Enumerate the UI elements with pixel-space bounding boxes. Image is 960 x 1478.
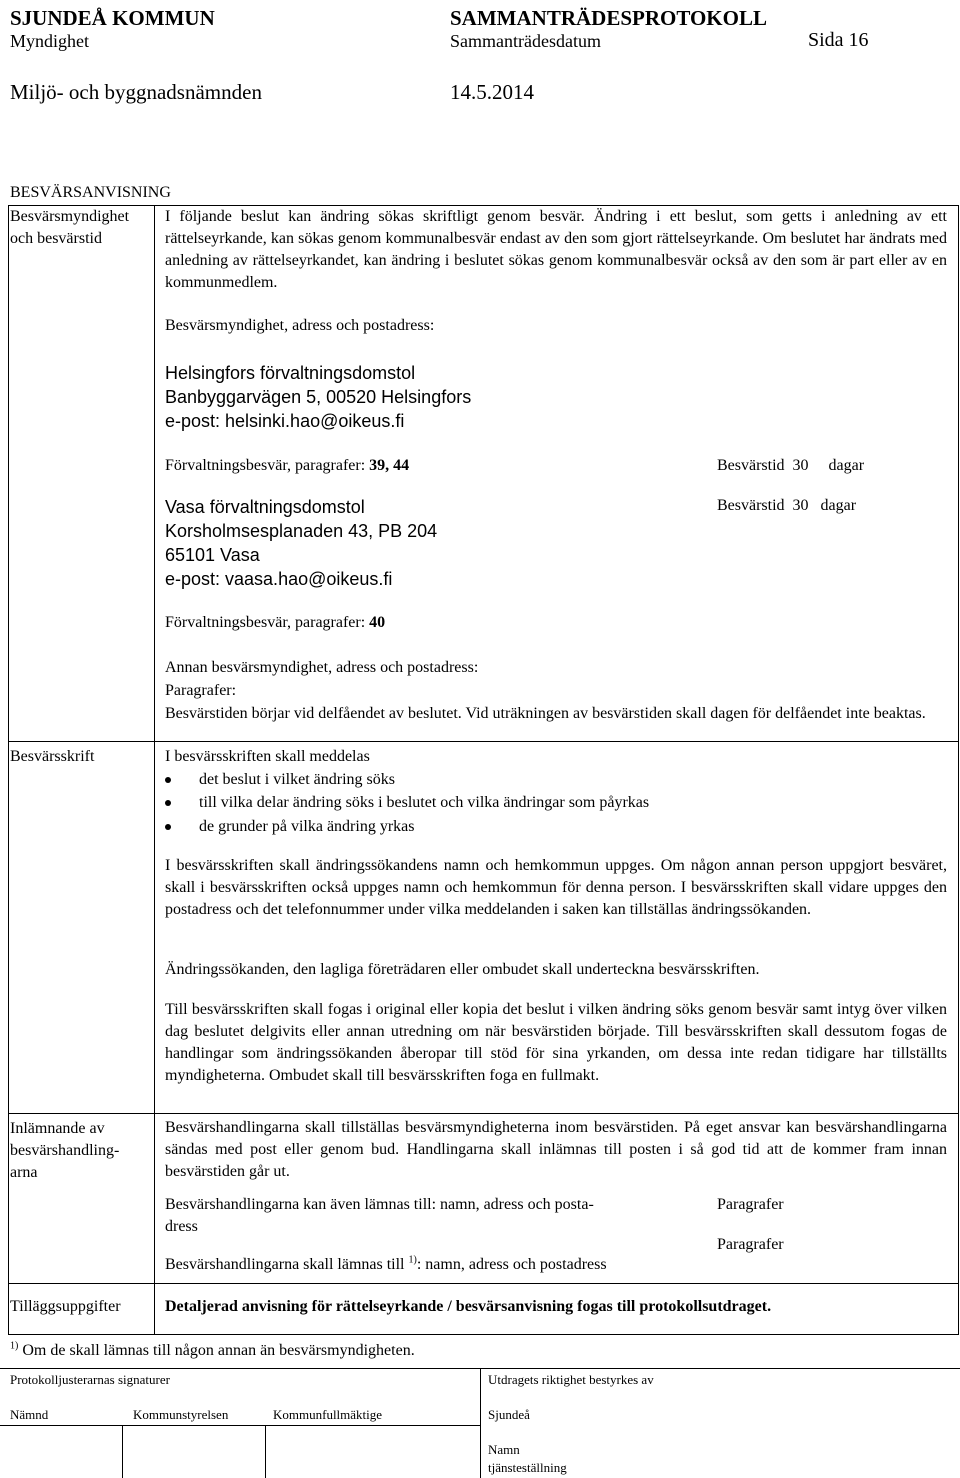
row-label-arna: arna <box>10 1164 38 1181</box>
body-name: Miljö- och byggnadsnämnden <box>10 80 262 104</box>
court1-name: Helsingfors förvaltningsdomstol <box>165 363 416 383</box>
appeal2-paragraphs: 40 <box>369 614 386 631</box>
table-left-border <box>8 205 9 1335</box>
document-type: SAMMANTRÄDESPROTOKOLL <box>450 6 767 30</box>
footer-col-namnd: Nämnd <box>10 1407 49 1422</box>
court2-city: 65101 Vasa <box>165 545 260 565</box>
court1-email: e-post: helsinki.hao@oikeus.fi <box>165 411 405 431</box>
other-paragraphs-label: Paragrafer: <box>165 682 237 699</box>
delivery-paragraphs: Paragrafer <box>717 1236 784 1253</box>
appeal1-time: Besvärstid 30 dagar <box>717 457 865 474</box>
table-column-divider <box>154 205 155 1335</box>
row-divider <box>8 1113 958 1114</box>
alt-delivery-line1: Besvärshandlingarna kan även lämnas till: namn, adress och posta- <box>165 1196 594 1213</box>
footnote-mark: 1) <box>10 1340 19 1352</box>
intro-paragraph: I följande beslut kan ändring sökas skriftligt genom besvär. Ändring i ett beslut, som getts i anledning av ett rättelseyrkande, kan sökas genom kommunalbesvär endast av den som gjort rättelseyrkande. Om beslutet har ändrats med anledning av rättelseyrkandet, kan ändring i beslutet sökas genom kommunalbesvär också av den som är part eller av en kommunmedlem. <box>165 208 947 291</box>
court1-address: Banbyggarvägen 5, 00520 Helsingfors <box>165 387 472 407</box>
court2-name: Vasa förvaltningsdomstol <box>165 497 365 517</box>
row-label-besvarsskrift: Besvärsskrift <box>10 748 95 765</box>
row-label-besvarstid: och besvärstid <box>10 230 102 247</box>
row-label-besvarsmyndighet: Besvärsmyndighet <box>10 208 130 225</box>
row-label-besvarshandling: besvärshandling- <box>10 1142 120 1159</box>
alt-delivery-line2: dress <box>165 1218 198 1235</box>
appeal2-line <box>165 612 385 634</box>
footer-position: tjänsteställning <box>488 1460 567 1475</box>
org-name: SJUNDEÅ KOMMUN <box>10 6 215 30</box>
footer-col-divider <box>122 1425 123 1478</box>
besvarsskrift-paragraph-3: Till besvärsskriften skall fogas i original eller kopia det beslut i vilken ändring söks genom besvär samt intyg över vilken dag beslutet delgivits eller annan utredning om när besvärstiden började. Till besvärsskriften skall dessutom fogas de handlingar som ändringssökanden åberopar till stöd för sina yrkanden, om dessa inte redan tidigare har tillställts myndigheterna. Ombudet skall till besvärsskriften foga en fullmakt. <box>165 1001 947 1084</box>
footer-divider <box>480 1368 481 1478</box>
time-note: Besvärstiden börjar vid delfåendet av beslutet. Vid uträkningen av besvärstiden skall dagen för delfåendet inte beaktas. <box>165 705 926 722</box>
appeal1-paragraphs: 39, 44 <box>369 457 410 474</box>
row-divider <box>8 1283 958 1284</box>
footer-row-divider <box>0 1425 480 1426</box>
row-label-inlamnande: Inlämnande av <box>10 1120 105 1137</box>
court2-email: e-post: vaasa.hao@oikeus.fi <box>165 569 393 589</box>
appeal2-label: Förvaltningsbesvär, paragrafer: <box>165 614 370 631</box>
row-label-tillaggsuppgifter: Tilläggsuppgifter <box>10 1298 121 1315</box>
footer-right-title: Utdragets riktighet bestyrkes av <box>488 1372 654 1387</box>
court2-address: Korsholmsesplanaden 43, PB 204 <box>165 521 438 541</box>
meeting-date: 14.5.2014 <box>450 80 534 104</box>
myndighet-label: Myndighet <box>10 31 89 51</box>
besvarsskrift-paragraph-2: Ändringssökanden, den lagliga företrädaren eller ombudet skall underteckna besvärsskriften. <box>165 961 760 978</box>
footer-name: Namn <box>488 1442 520 1457</box>
delivery-line: Besvärshandlingarna skall lämnas till $^{1)}$: namn, adress och postadress <box>165 1254 607 1273</box>
inlamnande-paragraph: Besvärshandlingarna skall tillställas besvärsmyndigheterna inom besvärstiden. På eget ansvar kan besvärshandlingarna sändas med post eller genom bud. Handlingarna skall inlämnas till posten i så god tid att de kommer fram innan besvärstiden går ut. <box>165 1119 947 1180</box>
appeal1-line <box>165 455 409 477</box>
footnote <box>10 1340 415 1362</box>
date-label: Sammanträdesdatum <box>450 31 601 51</box>
appeal1-label: Förvaltningsbesvär, paragrafer: <box>165 457 370 474</box>
besvarsskrift-intro: I besvärsskriften skall meddelas <box>165 748 370 765</box>
tillaggsuppgifter-text: Detaljerad anvisning för rättelseyrkande / besvärsanvisning fogas till protokollsutdraget. <box>165 1298 772 1315</box>
footer-left-title: Protokolljusterarnas signaturer <box>10 1372 170 1387</box>
section-title: BESVÄRSANVISNING <box>10 184 171 201</box>
alt-delivery-paragraphs: Paragrafer <box>717 1196 784 1213</box>
footer-place: Sjundeå <box>488 1407 530 1422</box>
footer-col-kommunfullmaktige: Kommunfullmäktige <box>273 1407 383 1422</box>
authority-label: Besvärsmyndighet, adress och postadress: <box>165 317 435 334</box>
appeal2-time: Besvärstid 30 dagar <box>717 497 857 514</box>
page-number: Sida 16 <box>808 29 869 51</box>
footer-col-kommunstyrelsen: Kommunstyrelsen <box>133 1407 229 1422</box>
row-divider <box>8 741 958 742</box>
footnote-text: Om de skall lämnas till någon annan än besvärsmyndigheten. <box>18 1342 415 1359</box>
table-bottom-border <box>8 1334 958 1335</box>
footnote-ref: 1) <box>408 1254 417 1266</box>
table-right-border <box>958 205 959 1335</box>
other-authority-label: Annan besvärsmyndighet, adress och postadress: <box>165 659 479 676</box>
footer-col-divider <box>265 1425 266 1478</box>
besvarsskrift-paragraph-1: I besvärsskriften skall ändringssökandens namn och hemkommun uppges. Om någon annan person uppgjort besväret, skall i besvärsskriften också uppges namn och hemkommun för denna person. I besvärsskriften skall vidare uppges den postadress och det telefonnummer under vilka meddelanden i saken kan tillställas ändringssökanden. <box>165 857 947 918</box>
